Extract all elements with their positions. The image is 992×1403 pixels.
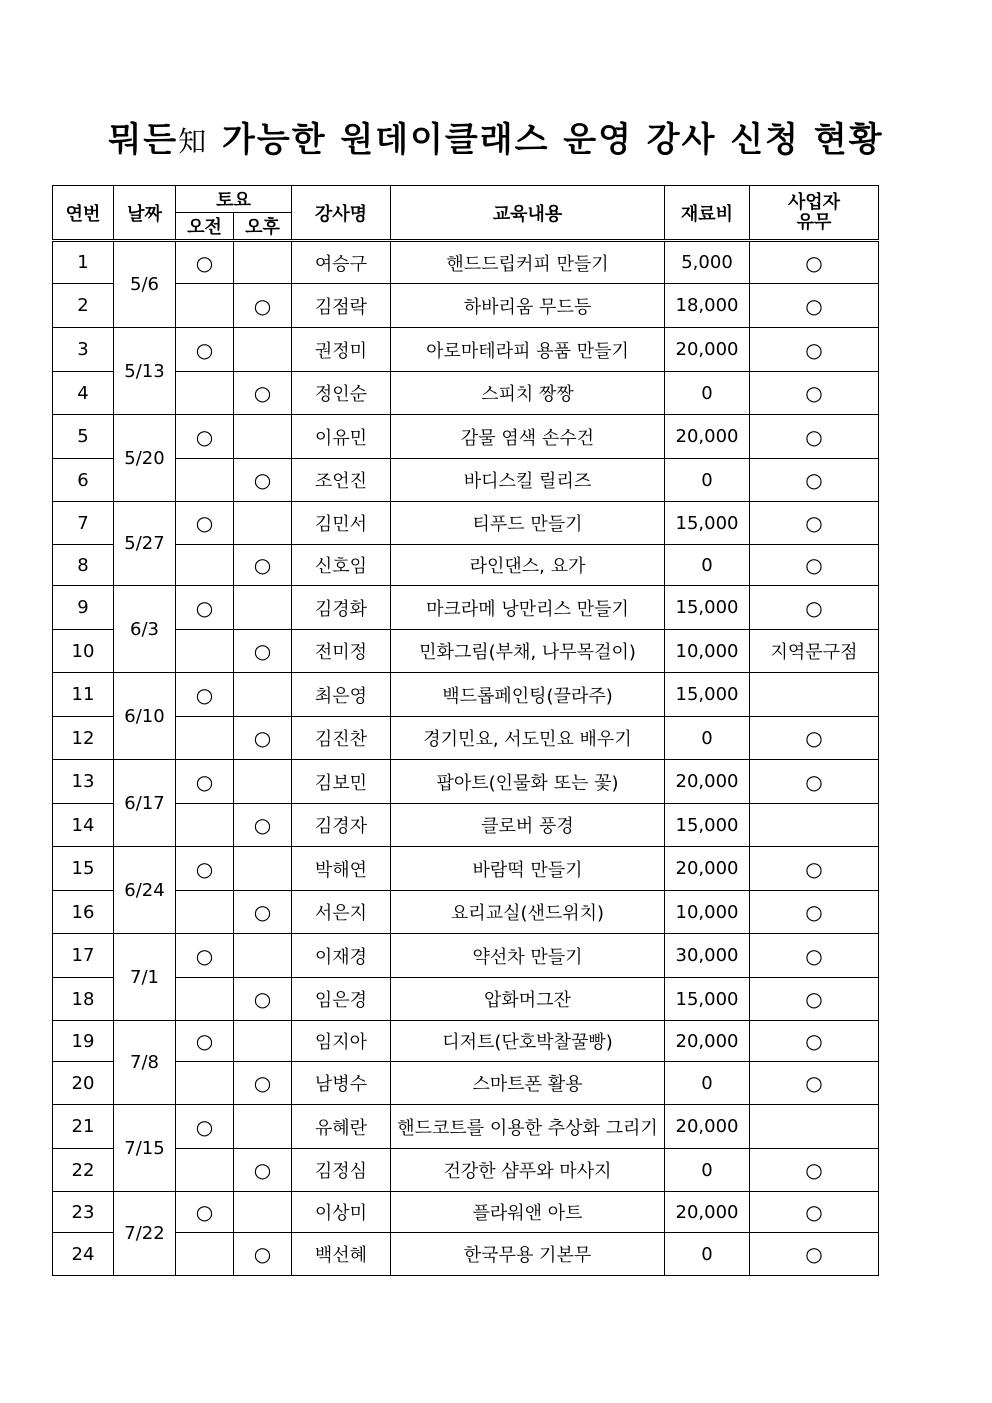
- row-no: 14: [53, 804, 114, 847]
- row-instructor: 임지아: [292, 1021, 391, 1062]
- table-row: [53, 891, 879, 934]
- row-content: 경기민요, 서도민요 배우기: [391, 717, 665, 760]
- row-am-mark: ○: [176, 241, 234, 284]
- row-no: 23: [53, 1192, 114, 1233]
- row-fee: 15,000: [665, 673, 750, 717]
- row-fee: 0: [665, 1233, 750, 1276]
- row-no: 19: [53, 1021, 114, 1062]
- row-am-mark: [176, 630, 234, 673]
- row-am-mark: [176, 978, 234, 1021]
- row-business: ○: [750, 459, 879, 502]
- row-content: 핸드드립커피 만들기: [391, 241, 665, 284]
- row-am-mark: [176, 804, 234, 847]
- table-row: [53, 934, 879, 978]
- row-date: 5/13: [114, 328, 176, 415]
- row-fee: 20,000: [665, 847, 750, 891]
- row-content: 건강한 샴푸와 마사지: [391, 1149, 665, 1192]
- row-content: 압화머그잔: [391, 978, 665, 1021]
- row-fee: 10,000: [665, 891, 750, 934]
- row-pm-mark: ○: [234, 1233, 292, 1276]
- row-business: ○: [750, 1149, 879, 1192]
- row-pm-mark: [234, 415, 292, 459]
- row-content: 요리교실(샌드위치): [391, 891, 665, 934]
- row-instructor: 정인순: [292, 372, 391, 415]
- row-no: 15: [53, 847, 114, 891]
- row-no: 11: [53, 673, 114, 717]
- header-am: 오전: [176, 213, 234, 241]
- row-pm-mark: ○: [234, 284, 292, 328]
- row-am-mark: ○: [176, 328, 234, 372]
- table-row: [53, 804, 879, 847]
- row-content: 민화그림(부채, 나무목걸이): [391, 630, 665, 673]
- row-content: 라인댄스, 요가: [391, 545, 665, 586]
- row-content: 핸드코트를 이용한 추상화 그리기: [391, 1105, 665, 1149]
- row-business: ○: [750, 717, 879, 760]
- row-fee: 20,000: [665, 1192, 750, 1233]
- table-row: [53, 1192, 879, 1233]
- row-instructor: 박해연: [292, 847, 391, 891]
- row-pm-mark: [234, 502, 292, 545]
- row-content: 팝아트(인물화 또는 꽃): [391, 760, 665, 804]
- row-instructor: 이유민: [292, 415, 391, 459]
- row-content: 스마트폰 활용: [391, 1062, 665, 1105]
- row-am-mark: [176, 459, 234, 502]
- row-business: ○: [750, 545, 879, 586]
- row-no: 13: [53, 760, 114, 804]
- row-date: 7/1: [114, 934, 176, 1021]
- row-am-mark: [176, 545, 234, 586]
- row-instructor: 이상미: [292, 1192, 391, 1233]
- row-no: 22: [53, 1149, 114, 1192]
- row-fee: 0: [665, 372, 750, 415]
- row-content: 감물 염색 손수건: [391, 415, 665, 459]
- row-am-mark: [176, 284, 234, 328]
- row-content: 한국무용 기본무: [391, 1233, 665, 1276]
- row-fee: 0: [665, 1062, 750, 1105]
- row-am-mark: [176, 1062, 234, 1105]
- row-fee: 5,000: [665, 241, 750, 284]
- row-business: ○: [750, 847, 879, 891]
- row-date: 5/20: [114, 415, 176, 502]
- row-am-mark: ○: [176, 502, 234, 545]
- row-business: ○: [750, 502, 879, 545]
- title-main: 뭐든: [108, 120, 179, 160]
- row-business: ○: [750, 934, 879, 978]
- row-pm-mark: ○: [234, 978, 292, 1021]
- row-fee: 0: [665, 1149, 750, 1192]
- row-pm-mark: [234, 1192, 292, 1233]
- row-business: ○: [750, 1192, 879, 1233]
- row-instructor: 전미정: [292, 630, 391, 673]
- row-am-mark: ○: [176, 1105, 234, 1149]
- row-business: ○: [750, 1021, 879, 1062]
- row-no: 9: [53, 586, 114, 630]
- table-row: [53, 717, 879, 760]
- row-fee: 20,000: [665, 760, 750, 804]
- table-row: [53, 502, 879, 545]
- row-pm-mark: [234, 847, 292, 891]
- row-am-mark: ○: [176, 1192, 234, 1233]
- row-fee: 15,000: [665, 804, 750, 847]
- row-no: 6: [53, 459, 114, 502]
- table-row: [53, 1021, 879, 1062]
- row-content: 마크라메 낭만리스 만들기: [391, 586, 665, 630]
- row-date: 7/8: [114, 1021, 176, 1105]
- row-content: 티푸드 만들기: [391, 502, 665, 545]
- row-no: 24: [53, 1233, 114, 1276]
- row-instructor: 김진찬: [292, 717, 391, 760]
- row-pm-mark: [234, 1021, 292, 1062]
- row-instructor: 임은경: [292, 978, 391, 1021]
- row-business: ○: [750, 760, 879, 804]
- table-row: [53, 630, 879, 673]
- row-pm-mark: [234, 328, 292, 372]
- row-instructor: 김민서: [292, 502, 391, 545]
- table-row: [53, 241, 879, 284]
- table-row: [53, 328, 879, 372]
- row-fee: 0: [665, 717, 750, 760]
- row-pm-mark: ○: [234, 891, 292, 934]
- row-am-mark: [176, 1233, 234, 1276]
- row-business: ○: [750, 241, 879, 284]
- row-pm-mark: [234, 934, 292, 978]
- row-pm-mark: ○: [234, 1062, 292, 1105]
- row-date: 5/6: [114, 241, 176, 328]
- row-date: 5/27: [114, 502, 176, 586]
- row-am-mark: ○: [176, 586, 234, 630]
- row-instructor: 서은지: [292, 891, 391, 934]
- table-row: [53, 978, 879, 1021]
- table-row: [53, 284, 879, 328]
- row-fee: 20,000: [665, 328, 750, 372]
- row-am-mark: ○: [176, 934, 234, 978]
- row-am-mark: [176, 1149, 234, 1192]
- row-no: 5: [53, 415, 114, 459]
- header-business: [750, 186, 879, 241]
- row-no: 7: [53, 502, 114, 545]
- row-instructor: 남병수: [292, 1062, 391, 1105]
- row-instructor: 김보민: [292, 760, 391, 804]
- table-row: [53, 673, 879, 717]
- row-pm-mark: [234, 760, 292, 804]
- row-fee: 0: [665, 459, 750, 502]
- row-pm-mark: ○: [234, 372, 292, 415]
- row-date: 6/17: [114, 760, 176, 847]
- row-instructor: 김경자: [292, 804, 391, 847]
- row-business: ○: [750, 328, 879, 372]
- row-fee: 18,000: [665, 284, 750, 328]
- row-pm-mark: ○: [234, 630, 292, 673]
- table-row: [53, 545, 879, 586]
- row-date: 6/24: [114, 847, 176, 934]
- table-row: [53, 1062, 879, 1105]
- header-business-line1: 사업자: [787, 191, 841, 213]
- row-instructor: 조언진: [292, 459, 391, 502]
- header-business-line2: 유무: [796, 211, 832, 233]
- row-am-mark: ○: [176, 673, 234, 717]
- header-date: 날짜: [114, 186, 176, 241]
- row-no: 2: [53, 284, 114, 328]
- table-row: [53, 372, 879, 415]
- row-business: ○: [750, 415, 879, 459]
- header-pm: 오후: [234, 213, 292, 241]
- row-content: 바람떡 만들기: [391, 847, 665, 891]
- row-fee: 30,000: [665, 934, 750, 978]
- header-saturday: 토요: [176, 186, 292, 213]
- header-fee: 재료비: [665, 186, 750, 241]
- row-business: 지역문구점: [750, 630, 879, 673]
- row-instructor: 여승구: [292, 241, 391, 284]
- row-date: 6/10: [114, 673, 176, 760]
- table-row: [53, 847, 879, 891]
- row-pm-mark: ○: [234, 804, 292, 847]
- row-no: 12: [53, 717, 114, 760]
- row-business: [750, 804, 879, 847]
- row-no: 16: [53, 891, 114, 934]
- row-pm-mark: [234, 673, 292, 717]
- row-instructor: 권정미: [292, 328, 391, 372]
- title-ji: 知: [178, 125, 209, 158]
- row-business: ○: [750, 284, 879, 328]
- row-fee: 15,000: [665, 978, 750, 1021]
- row-business: ○: [750, 1233, 879, 1276]
- row-content: 디저트(단호박찰꿀빵): [391, 1021, 665, 1062]
- row-instructor: 백선혜: [292, 1233, 391, 1276]
- row-fee: 15,000: [665, 502, 750, 545]
- row-pm-mark: [234, 586, 292, 630]
- row-instructor: 김점락: [292, 284, 391, 328]
- row-instructor: 유혜란: [292, 1105, 391, 1149]
- row-am-mark: [176, 717, 234, 760]
- row-content: 백드롭페인팅(끌라주): [391, 673, 665, 717]
- row-no: 17: [53, 934, 114, 978]
- row-am-mark: [176, 372, 234, 415]
- row-no: 8: [53, 545, 114, 586]
- row-content: 하바리움 무드등: [391, 284, 665, 328]
- row-date: 7/22: [114, 1192, 176, 1276]
- table-row: [53, 1105, 879, 1149]
- row-instructor: 신호임: [292, 545, 391, 586]
- row-fee: 15,000: [665, 586, 750, 630]
- table-row: [53, 760, 879, 804]
- row-date: 6/3: [114, 586, 176, 673]
- row-content: 스피치 짱짱: [391, 372, 665, 415]
- row-pm-mark: ○: [234, 545, 292, 586]
- row-date: 7/15: [114, 1105, 176, 1192]
- row-content: 바디스킬 릴리즈: [391, 459, 665, 502]
- row-pm-mark: [234, 241, 292, 284]
- row-content: 약선차 만들기: [391, 934, 665, 978]
- table-row: [53, 586, 879, 630]
- row-no: 4: [53, 372, 114, 415]
- title-rest: 가능한 원데이클래스 운영 강사 신청 현황: [208, 120, 884, 160]
- row-business: ○: [750, 372, 879, 415]
- row-instructor: 김정심: [292, 1149, 391, 1192]
- row-business: ○: [750, 586, 879, 630]
- table-row: [53, 1233, 879, 1276]
- row-business: [750, 673, 879, 717]
- row-pm-mark: ○: [234, 717, 292, 760]
- row-fee: 20,000: [665, 1021, 750, 1062]
- row-am-mark: ○: [176, 847, 234, 891]
- row-no: 18: [53, 978, 114, 1021]
- row-content: 플라워앤 아트: [391, 1192, 665, 1233]
- row-content: 클로버 풍경: [391, 804, 665, 847]
- row-no: 10: [53, 630, 114, 673]
- row-no: 3: [53, 328, 114, 372]
- row-content: 아로마테라피 용품 만들기: [391, 328, 665, 372]
- row-instructor: 최은영: [292, 673, 391, 717]
- header-content: 교육내용: [391, 186, 665, 241]
- row-pm-mark: ○: [234, 459, 292, 502]
- row-business: ○: [750, 978, 879, 1021]
- row-pm-mark: [234, 1105, 292, 1149]
- row-fee: 20,000: [665, 415, 750, 459]
- row-business: ○: [750, 1062, 879, 1105]
- applicant-table: [52, 185, 879, 1276]
- page-title: [0, 112, 992, 161]
- row-no: 21: [53, 1105, 114, 1149]
- row-am-mark: ○: [176, 1021, 234, 1062]
- table-row: [53, 1149, 879, 1192]
- row-instructor: 이재경: [292, 934, 391, 978]
- row-no: 1: [53, 241, 114, 284]
- row-am-mark: ○: [176, 760, 234, 804]
- row-instructor: 김경화: [292, 586, 391, 630]
- row-fee: 10,000: [665, 630, 750, 673]
- row-business: [750, 1105, 879, 1149]
- row-pm-mark: ○: [234, 1149, 292, 1192]
- row-fee: 0: [665, 545, 750, 586]
- table-row: [53, 415, 879, 459]
- table-row: [53, 459, 879, 502]
- row-am-mark: [176, 891, 234, 934]
- row-business: ○: [750, 891, 879, 934]
- row-fee: 20,000: [665, 1105, 750, 1149]
- row-no: 20: [53, 1062, 114, 1105]
- table-body: [53, 241, 879, 1276]
- header-no: 연번: [53, 186, 114, 241]
- row-am-mark: ○: [176, 415, 234, 459]
- header-instructor: 강사명: [292, 186, 391, 241]
